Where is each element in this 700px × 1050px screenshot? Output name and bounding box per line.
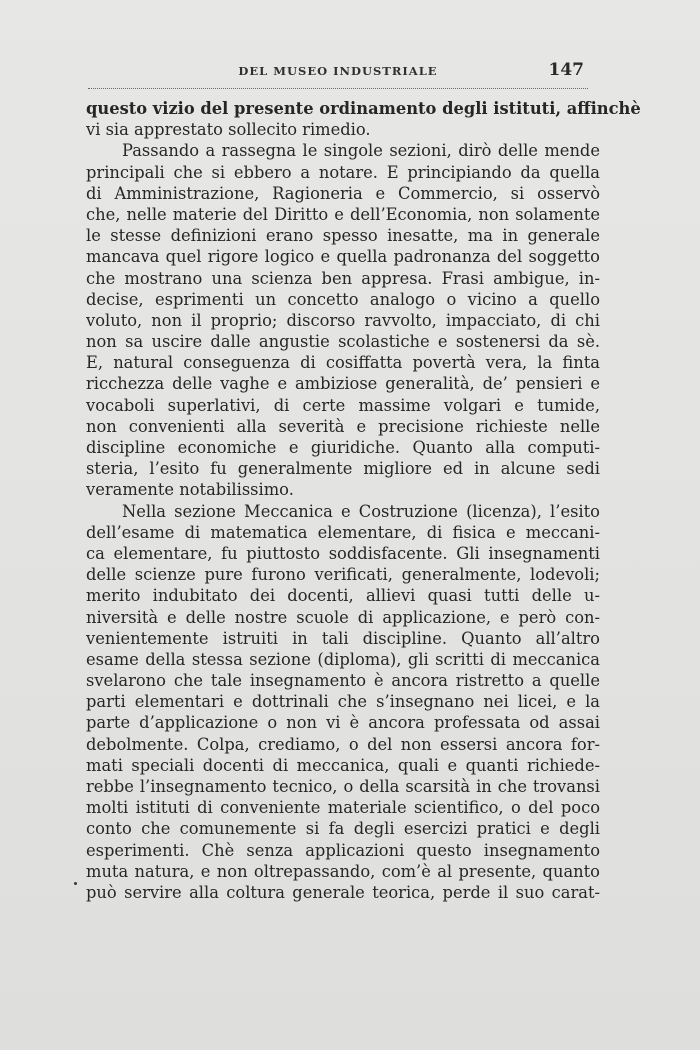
text-line: esperimenti. Chè senza applicazioni questo insegnamento [86,840,600,860]
text-line: questo vizio del presente ordinamento degli istituti, affinchè [86,99,641,118]
text-line: non convenienti alla severità e precisione richieste nelle [86,416,600,436]
page-number: 147 [548,60,584,80]
body-text [86,98,641,903]
text-line: Nella sezione Meccanica e Costruzione (licenza), l’esito [122,501,600,521]
text-line: dell’esame di matematica elementare, di fisica e meccani- [86,522,600,542]
text-line: muta natura, e non oltrepassando, com’è al presente, quanto [86,861,600,881]
text-line: vi sia apprestato sollecito rimedio. [86,120,371,140]
text-line: merito indubitato dei docenti, allievi quasi tutti delle u- [86,586,600,606]
text-line: svelarono che tale insegnamento è ancora ristretto a quelle [86,671,600,691]
text-line: debolmente. Colpa, crediamo, o del non essersi ancora for- [86,734,600,754]
text-line: conto che comunemente si fa degli esercizi pratici e degli [86,819,600,839]
text-line: molti istituti di conveniente materiale scientifico, o del poco [86,798,600,818]
text-line: veramente notabilissimo. [86,480,294,500]
text-line: ca elementare, fu piuttosto soddisfacente. Gli insegnamenti [86,543,600,563]
text-line: niversità e delle nostre scuole di applicazione, e però con- [86,607,600,627]
text-line: steria, l’esito fu generalmente migliore ed in alcune sedi [86,459,600,479]
text-line: voluto, non il proprio; discorso ravvolto, impacciato, di chi [86,310,600,330]
text-line: vocaboli superlativi, di certe massime volgari e tumide, [86,395,600,415]
text-line: delle scienze pure furono verificati, generalmente, lodevoli; [86,565,600,585]
text-line: discipline economiche e giuridiche. Quanto alla computi- [86,438,600,457]
text-line: rebbe l’insegnamento tecnico, o della scarsità in che trovansi [86,777,600,796]
text-line: mati speciali docenti di meccanica, quali e quanti richiede- [86,755,600,775]
text-line: può servire alla coltura generale teorica, perde il suo carat- [86,882,600,902]
header-rule [88,88,588,89]
text-line: parte d’applicazione o non vi è ancora professata od assai [86,713,600,733]
text-line: E, natural conseguenza di cosiffatta povertà vera, la finta [86,353,600,373]
text-line: venientemente istruiti in tali discipline. Quanto all’altro [86,628,600,648]
text-line: parti elementari e dottrinali che s’insegnano nei licei, e la [86,692,600,712]
text-line: che mostrano una scienza ben appresa. Frasi ambigue, in- [86,268,600,288]
text-line: mancava quel rigore logico e quella padronanza del soggetto [86,247,600,267]
text-line: Passando a rassegna le singole sezioni, dirò delle mende [122,141,600,161]
running-title: DEL MUSEO INDUSTRIALE [238,64,438,78]
page-header [88,60,588,84]
text-line: principali che si ebbero a notare. E principiando da quella [86,162,600,182]
text-line: le stesse definizioni erano spesso inesatte, ma in generale [86,226,600,246]
text-line: decise, esprimenti un concetto analogo o vicino a quello [86,289,600,309]
margin-mark [74,882,77,885]
text-line: ricchezza delle vaghe e ambiziose generalità, de’ pensieri e [86,374,600,394]
text-line: non sa uscire dalle angustie scolastiche e sostenersi da sè. [86,332,600,352]
text-line: esame della stessa sezione (diploma), gli scritti di meccanica [86,649,600,669]
text-line: che, nelle materie del Diritto e dell’Economia, non solamente [86,204,600,224]
text-line: di Amministrazione, Ragioneria e Commercio, si osservò [86,183,600,203]
